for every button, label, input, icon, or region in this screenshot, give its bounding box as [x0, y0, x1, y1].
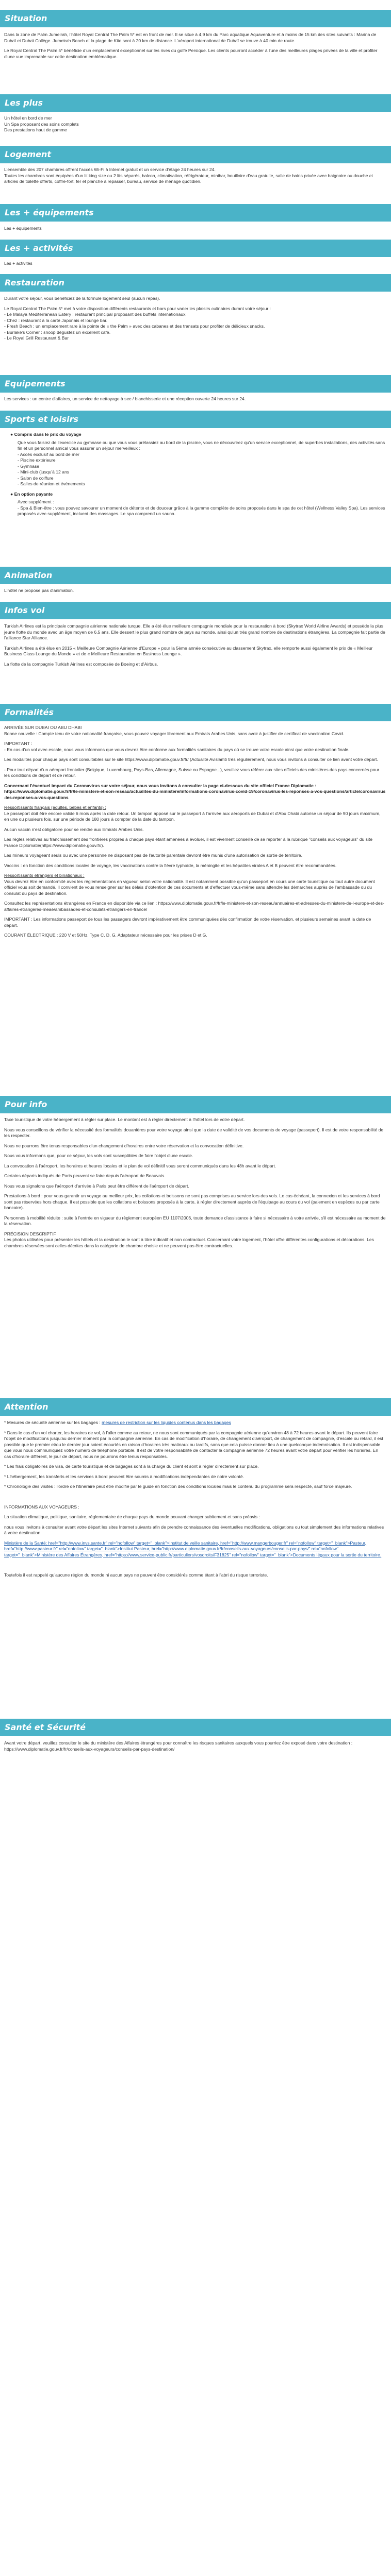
section-body-sante [4, 1740, 386, 1756]
included-body [10, 440, 386, 487]
paragraph: COURANT ÉLECTRIQUE : 220 V et 50Hz. Type C, D, G. Adaptateur nécessaire pour les prises D et G. [4, 933, 207, 938]
section-header-activites-plus [0, 240, 391, 257]
section-header-pour-info [0, 1096, 391, 1113]
paragraph: Prestations à bord : pour vous garantir un voyage au meilleur prix, les collations et boissons ne sont pas comprises au service lors des vols. Le cas échéant, la connexion et les services à bord sont pas réservées hors chaque. Il est possible que les collations et boissons proposés à la carte, à régler directement auprès de l'équipage au cours du vol (paiement en espèces ou par carte bancaire). [4, 1193, 380, 1210]
paragraph: Toutefois il est rappelé qu'aucune région du monde ni aucun pays ne peuvent être considérés comme étant à l'abri du risque terroriste. [4, 1572, 268, 1578]
section-title: Infos vol [5, 605, 45, 615]
list-item: - Accès exclusif au bord de mer [18, 451, 79, 457]
section-header-sports [0, 411, 391, 428]
paragraph: Que vous faisiez de l'exercice au gymnase ou que vous vous prélassiez au bord de la piscine, vous ne découvrirez qu'un service exceptionnel, de superbes installations, des activités sans fin et un personnel amical vous assurer un séjour merveilleux : [18, 439, 385, 451]
diplomatie-link[interactable]: https://www.diplomatie.gouv.fr/fr/le-ministere-et-son-reseau/actualites-du-ministere/informations-coronavirus-covid-19/coronavirus-les-reponses-a-vos-questions/article/coronavirus-les-reponses-a-vos-questions [4, 789, 386, 800]
paragraph: Les photos utilisées pour présenter les hôtels et la destination le sont à titre indicatif et non contractuel. Concernant votre logement, l'hôtel offre différentes configurations et décorations. Les chambres réservées sont celles décrites dans la catégorie de chambre choisie et ne peuvent pas être contractuelles. [4, 1237, 374, 1248]
paragraph: Dans la zone de Palm Jumeirah, l'hôtel Royal Central The Palm 5* est en front de mer. Il se situe à 4,9 km du Parc aquatique Aquaventure et à moins de 15 km des sites suivants : Marina de Dubaï et Dubaï Collège. Jumeirah Beach et la plage de Kite sont à 20 km de distance. L'aéroport international de Dubaï se trouve à 40 min de route. [4, 32, 377, 43]
paragraph: Les services : un centre d'affaires, un service de nettoyage à sec / blanchisserie et une réception ouverte 24 heures sur 24. [4, 396, 246, 401]
paragraph: Le Royal Central The Palm 5* bénéficie d'un emplacement exceptionnel sur les rives du golfe Persique. Les clients pourront accéder à l'une des meilleures plages privées de la ville et profiter d'une vue imprenable sur cette destination emblématique. [4, 48, 378, 59]
paragraph: Personnes à mobilité réduite : suite à l'entrée en vigueur du règlement européen EU 1107/2006, toute demande d'assistance à faire si nécessaire à votre arrivée, s'il est nécessaire au moment de la réservation. [4, 1215, 386, 1226]
paragraph: nous vous invitons à consulter avant votre départ les sites Internet suivants afin de prendre connaissance des éventuelles modifications, obligations ou tout simplement des informations relatives à votre destination. [4, 1524, 384, 1535]
list-item: - Chez : restaurant à la carté Japonais et lounge bar. [4, 317, 108, 323]
section-header-situation [0, 10, 391, 27]
paragraph: Les + équipements [4, 226, 42, 231]
section-title: Sports et loisirs [5, 414, 79, 424]
subheading: PRÉCISION DESCRIPTIF [4, 1231, 56, 1236]
paragraph: Nous vous informons que, pour ce séjour, les vols sont susceptibles de faire l'objet d'une escale. [4, 1153, 193, 1158]
paragraph: Le passeport doit être encore valide 6 mois après la date retour. Un tampon apposé sur le passeport à l'arrivée aux aéroports de Dubaï et d'Abu Dhabi autorise un séjour de 90 jours maximum, en une ou plusieurs fois, sur une période de 180 jours à compter de la date du tampon. [4, 810, 381, 822]
section-title: Pour info [5, 1099, 47, 1109]
subheading: ARRIVÉE SUR DUBAI OU ABU DHABI [4, 725, 82, 730]
paragraph: Vaccins : en fonction des conditions locales de voyage, les vaccinations contre la fièvre typhoïde, la méningite et les hépatites virales A et B peuvent être recommandées. [4, 862, 337, 868]
paragraph: * Les frais obligatoires de visa, de carte touristique et de bagages sont à la charge du client et sont à régler directement sur place. [4, 1464, 259, 1469]
paragraph: Nous vous signalons que l'aéroport d'arrivée à Paris peut être différent de l'aéroport de départ. [4, 1183, 189, 1189]
list-item: - Burlake's Corner : snoop dégustez un excellent café. [4, 329, 111, 335]
paragraph: Aucun vaccin n'est obligatoire pour se rendre aux Emirats Arabes Unis. [4, 826, 144, 832]
paragraph-bold: Concernant l'éventuel impact du Coronavirus sur votre séjour, nous vous invitons à consulter la page ci-dessous du site officiel France Diplomatie : [4, 783, 317, 788]
list-item: - Piscine extérieure [18, 457, 56, 463]
important-label: IMPORTANT : [4, 741, 32, 746]
subheading: INFORMATIONS AUX VOYAGEURS : [4, 1504, 79, 1510]
section-body-equipements-plus [4, 226, 386, 232]
paragraph: Avant votre départ, veuillez consulter le site du ministère des Affaires étrangères pour connaître les risques sanitaires auxquels vous pourriez être exposé dans votre destination : https://www.diplomatie.gouv.fr/fr/conseils-aux-voyageurs/conseils-par-pays-destination/ [4, 1740, 353, 1752]
option-body [10, 499, 386, 517]
subheading: Ressortissants étrangers et binationaux : [4, 873, 85, 878]
section-body-situation [4, 32, 386, 64]
section-header-logement [0, 146, 391, 163]
paragraph: Consultez les représentations étrangères en France en disponible via ce lien : https://www.diplomatie.gouv.fr/fr/le-ministere-et-son-reseau/annuaires-et-adresses-du-ministere-de-l-europe-et-des-affaires-etrangeres-meae/ambassades-et-consulats-etrangers-en-france/ [4, 901, 384, 912]
paragraph [4, 1420, 386, 1426]
list-item: - Salles de réunion et événements [18, 481, 85, 486]
section-title: Les plus [5, 98, 43, 108]
list-item: - Mini-club (jusqu'à 12 ans [18, 469, 70, 474]
paragraph: - Pour tout départ d'un aéroport frontalier (Belgique, Luxembourg, Pays-Bas, Allemagne, Suisse ou Espagne...), veuillez vous référer aux sites officiels des ministères des pays concernés pour les conditions de départ et de retour. [4, 767, 380, 778]
paragraph-text: * Mesures de sécurité aérienne sur les bagages : [4, 1420, 101, 1425]
ministere-sante-link[interactable]: Ministère de la Santé: href="http://www.invs.sante.fr" rel="nofollow" target="_blank">Institut de veille sanitaire, href="http://www.mangerbouger.fr" rel="nofollow" target="_blank">Pasteur, href="http://www.pasteur.fr" rel="nofollow" target="_blank">Institut Pasteur, href="http://www.diplomatie.gouv.fr/fr/conseils-aux-voyageurs/conseils-par-pays/" rel="nofollow" target="_blank">Ministère des Affaires Étrangères, href="https://www.service-public.fr/particuliers/vosdroits/F31825" rel="nofollow" target="_blank">Documents légaux pour la sortie du territoire. [4, 1540, 382, 1557]
list-item: - Gymnase [18, 463, 40, 469]
section-body-activites-plus [4, 261, 386, 267]
section-body-infos-vol [4, 623, 386, 671]
list-item: - Le Royal Grill Restaurant & Bar [4, 335, 69, 341]
option-title-text: En option payante [14, 491, 53, 497]
paragraph: Turkish Airlines a été élue en 2015 « Meilleure Compagnie Aérienne d'Europe » pour la 5ème année consécutive au classement Skytrax, elle remporte aussi également le prix de « Meilleur Business Class Lounge du Monde » et de « Meilleure Restauration en Business Lounge ». [4, 645, 373, 656]
section-title: Equipements [5, 379, 66, 388]
section-title: Attention [5, 1402, 48, 1412]
section-title: Situation [5, 13, 47, 23]
paragraph: Les mineurs voyageant seuls ou avec une personne ne disposant pas de l'autorité parentale devront être munis d'une autorisation de sortie de territoire. [4, 853, 302, 858]
included-title: ● Compris dans le prix du voyage [10, 432, 82, 437]
section-header-infos-vol [0, 602, 391, 619]
paragraph: Les + activités [4, 261, 32, 266]
list-item: Un Spa proposant des soins complets [4, 121, 79, 127]
paragraph: * Dans le cas d'un vol charter, les horaires de vol, à l'aller comme au retour, ne nous sont communiqués par la compagnie aérienne qu'environ 48 à 72 heures avant le départ. Ils peuvent faire l'objet de modifications jusqu'au dernier moment par la compagnie aérienne. En cas de modification d'horaire, de changement d'aéroport, de changement de compagnie, d'escale ou retard, il est possible que le premier et/ou le dernier jour soient écourtés en raison d'horaires très matinaux ou tardifs, sans que cela puisse donner lieu à une quelconque indemnisation. Il est indispensable que vous nous communiquiez votre numéro de téléphone portable. Il est de votre responsabilité de contacter la compagnie aérienne 72 heures avant votre départ pour vérifier les horaires. En cas d'horaire différent, le jour de départ, nous ne pourrons être tenus responsables. [4, 1430, 383, 1459]
list-item: - Fresh Beach : un emplacement rare à la pointe de « the Palm » avec des cabanes et des transats pour profiter de délicieux snacks. [4, 324, 265, 329]
paragraph: Certains départs indiqués de Paris peuvent se faire depuis l'aéroport de Beauvais. [4, 1173, 166, 1178]
paragraph: Les modalités pour chaque pays sont consultables sur le site https://www.diplomatie.gouv.fr/fr/ (Actualité Avislamti très régulièrement, nous vous invitons à consulter ce lien avant votre départ. [4, 757, 378, 762]
paragraph: Le Royal Central The Palm 5* met à votre disposition différents restaurants et bars pour varier les plaisirs culinaires durant votre séjour : [4, 306, 271, 311]
paragraph: Nous ne pourrons être tenus responsables d'un changement d'horaires entre votre réservation et la convocation définitive. [4, 1143, 244, 1148]
section-header-attention [0, 1398, 391, 1416]
section-title: Restauration [5, 278, 64, 287]
list-item: Un hôtel en bord de mer [4, 115, 52, 121]
section-body-restauration [4, 296, 386, 342]
section-header-animation [0, 567, 391, 584]
section-title: Formalités [5, 707, 54, 717]
paragraph: - En cas d'un vol avec escale, nous vous informons que vous devrez être conforme aux formalités sanitaires du pays où se trouve votre escale ainsi que votre destination finale. [4, 747, 350, 752]
section-header-equipements-plus [0, 204, 391, 222]
paragraph: La situation climatique, politique, sanitaire, réglementaire de chaque pays du monde pouvant changer subitement et sans préavis : [4, 1514, 260, 1519]
section-body-sports [4, 432, 386, 517]
paragraph: L'ensemble des 207 chambres offrent l'accès Wi-Fi à Internet gratuit et un service d'étage 24 heures sur 24. [4, 167, 216, 172]
liquids-restriction-link[interactable]: mesures de restriction sur les liquides contenus dans les bagages [102, 1420, 231, 1425]
paragraph: Taxe touristique de votre hébergement à régler sur place. Le montant est à régler directement à l'hôtel lors de votre départ. [4, 1117, 245, 1122]
section-body-animation [4, 588, 386, 594]
paragraph: Nous vous conseillons de vérifier la nécessité des formalités douanières pour votre voyage ainsi que la date de validité de vos documents de voyage (passeport). Il est de votre responsabilité de les respecter. [4, 1127, 384, 1138]
paragraph: La flotte de la compagnie Turkish Airlines est composée de Boeing et d'Airbus. [4, 661, 158, 667]
section-body-pour-info [4, 1117, 386, 1253]
subheading: Ressortissants français (adultes, bébés et enfants) : [4, 805, 106, 810]
list-item: Des prestations haut de gamme [4, 127, 67, 132]
section-header-plus [0, 94, 391, 112]
option-title: ● En option payante [10, 491, 53, 497]
section-body-equipements [4, 396, 386, 402]
section-body-plus [4, 115, 386, 133]
paragraph: Les règles relatives au franchissement des frontières propres à chaque pays étant amenées à évoluer, il est vivement conseillé de se reporter à la rubrique "conseils aux voyageurs" du site France Diplomatie(https://www.diplomatie.gouv.fr/). [4, 837, 373, 848]
section-title: Santé et Sécurité [5, 1722, 86, 1732]
included-block [4, 432, 386, 517]
paragraph: Avec supplément : [18, 499, 54, 504]
paragraph: Vous devrez être en conformité avec les réglementations en vigueur, selon votre nationalité. Il est notamment possible qu'un passeport en cours une carte touristique ou tout autre document officiel vous soit demandé. Il convient de vous renseigner sur les délais d'obtention de ces documents et d'effectuer vous-même sans attendre les démarches auprès de l'ambassade ou du consulat du pays de destination. [4, 878, 375, 896]
paragraph: L'hôtel ne propose pas d'animation. [4, 588, 74, 593]
included-title-text: Compris dans le prix du voyage [14, 432, 82, 437]
section-header-restauration [0, 274, 391, 292]
list-item: - Salon de coiffure [18, 475, 54, 481]
paragraph: Bonne nouvelle : Compte tenu de votre nationalité française, vous pouvez voyager librement aux Emirats Arabes Unis, sans avoir à justifier de certificat de vaccination Covid. [4, 731, 345, 736]
paragraph: La convocation à l'aéroport, les horaires et heures locales et le plan de vol définitif vous seront communiqués dans les 48h avant le départ. [4, 1163, 276, 1168]
paragraph: Turkish Airlines est la principale compagnie aérienne nationale turque. Elle a été élue meilleure compagnie mondiale pour la restauration à bord (Skytrax World Airline Awards) et possède la plus jeune flotte du monde avec un âge moyen de 6,5 ans. Elle dessert le plus grand nombre de pays au monde, ainsi qu'un très grand nombre de destinations étrangères. La compagnie fait partie de l'alliance Star Alliance. [4, 623, 385, 640]
useful-links[interactable] [4, 1540, 386, 1558]
paragraph: * Chronologie des visites : l'ordre de l'itinéraire peut être modifié par le guide en fonction des conditions locales mais le contenu du programme sera respecté, sauf force majeure. [4, 1484, 352, 1489]
paragraph: IMPORTANT : Les informations passeport de tous les passagers devront impérativement être communiquées dès confirmation de votre réservation, et plusieurs semaines avant la date de départ. [4, 917, 371, 928]
section-title: Logement [5, 149, 52, 159]
section-body-formalites [4, 725, 386, 943]
section-title: Les + activités [5, 243, 73, 253]
section-header-equipements [0, 375, 391, 393]
section-header-formalites [0, 704, 391, 721]
paragraph: * L'hébergement, les transferts et les services à bord peuvent être soumis à modifications indépendantes de notre volonté. [4, 1473, 245, 1479]
paragraph: Durant votre séjour, vous bénéficiez de la formule logement seul (aucun repas). [4, 296, 160, 301]
section-body-logement [4, 167, 386, 185]
section-body-attention [4, 1420, 386, 1583]
section-header-sante [0, 1719, 391, 1736]
paragraph: Toutes les chambres sont équipées d'un lit king size ou 2 lits séparés, balcon, climatisation, réfrigérateur, minibar, bouilloire d'eau gratuite, salle de bains privée avec baignoire ou douche et articles de toilette offerts, coffre-fort, fer et planche à repasser, bureau, service de ménage quotidien. [4, 173, 373, 184]
list-item: - Le Malaya Mediterranean Eatery : restaurant principal proposant des buffets internationaux. [4, 312, 187, 317]
section-title: Animation [5, 570, 53, 580]
paragraph: - Spa & Bien-être : vous pouvez savourer un moment de détente et de douceur grâce à la gamme complète de soins proposés dans le spa de cet hôtel (Wellness Valley Spa). Les services proposés avec supplément, incluent des massages. Le spa comprend un sauna. [18, 505, 385, 516]
section-title: Les + équipements [5, 208, 94, 217]
